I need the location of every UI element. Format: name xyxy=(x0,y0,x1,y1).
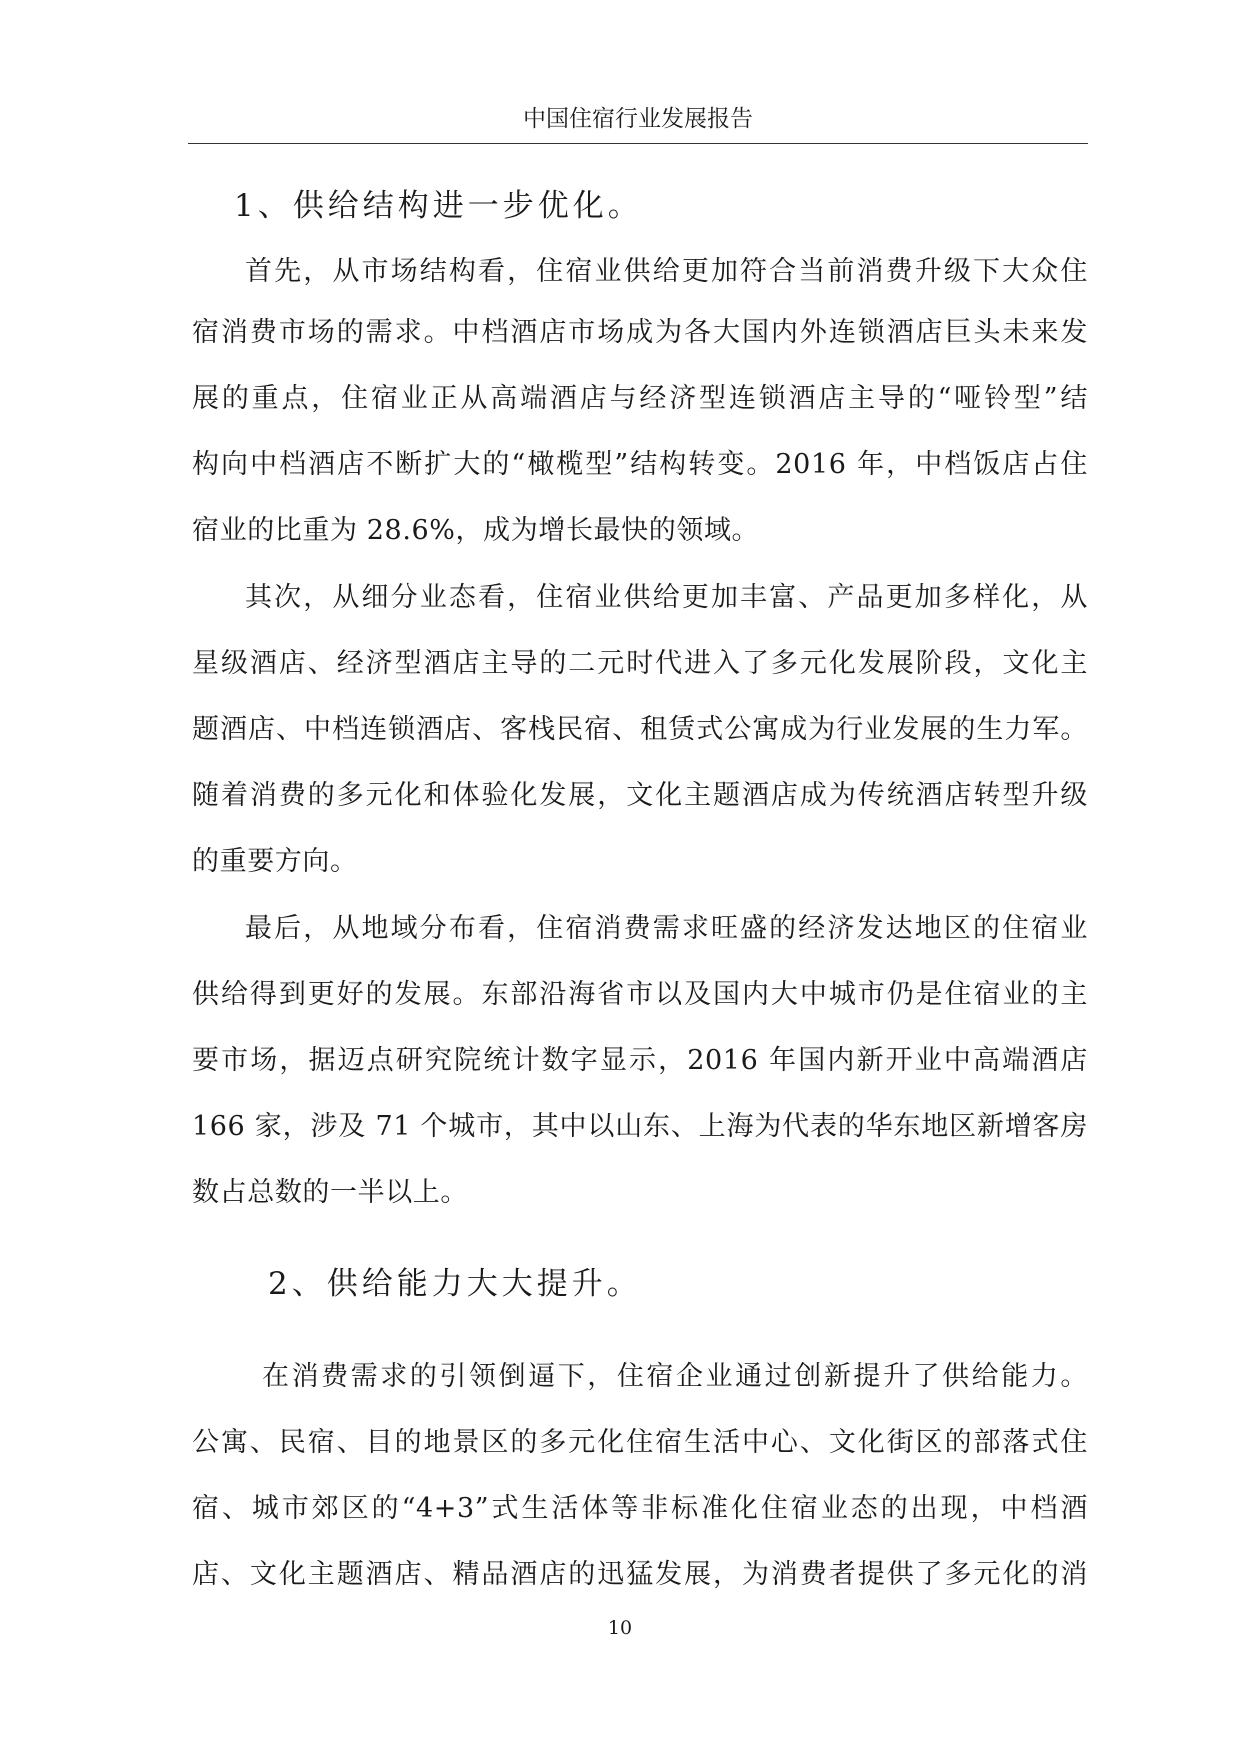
paragraph-line: 公寓、民宿、目的地景区的多元化住宿生活中心、文化街区的部落式住 xyxy=(192,1427,1088,1458)
paragraph-line: 构向中档酒店不断扩大的“橄榄型”结构转变。2016 年，中档饭店占住 xyxy=(192,449,1088,480)
paragraph-line: 星级酒店、经济型酒店主导的二元时代进入了多元化发展阶段，文化主 xyxy=(192,648,1088,679)
paragraph-line: 其次，从细分业态看，住宿业供给更加丰富、产品更加多样化，从 xyxy=(245,582,1088,613)
paragraph-line: 展的重点，住宿业正从高端酒店与经济型连锁酒店主导的“哑铃型”结 xyxy=(192,383,1088,414)
section-heading-1: 1、供给结构进一步优化。 xyxy=(234,188,643,224)
paragraph-line: 166 家，涉及 71 个城市，其中以山东、上海为代表的华东地区新增客房 xyxy=(192,1111,1088,1142)
paragraph-line: 首先，从市场结构看，住宿业供给更加符合当前消费升级下大众住 xyxy=(245,256,1088,287)
page-number: 10 xyxy=(607,1617,633,1639)
paragraph-line: 宿消费市场的需求。中档酒店市场成为各大国内外连锁酒店巨头未来发 xyxy=(192,317,1088,348)
paragraph-line: 供给得到更好的发展。东部沿海省市以及国内大中城市仍是住宿业的主 xyxy=(192,979,1088,1010)
running-header: 中国住宿行业发展报告 xyxy=(523,106,753,132)
paragraph-line: 题酒店、中档连锁酒店、客栈民宿、租赁式公寓成为行业发展的生力军。 xyxy=(192,714,1088,745)
paragraph-line: 随着消费的多元化和体验化发展，文化主题酒店成为传统酒店转型升级 xyxy=(192,780,1088,811)
section-heading-2: 2、供给能力大大提升。 xyxy=(268,1266,642,1302)
paragraph-line: 要市场，据迈点研究院统计数字显示，2016 年国内新开业中高端酒店 xyxy=(192,1045,1088,1076)
paragraph-line: 数占总数的一半以上。 xyxy=(192,1177,468,1208)
header-divider xyxy=(188,143,1088,144)
paragraph-line: 的重要方向。 xyxy=(192,846,358,877)
paragraph-line: 宿、城市郊区的“4+3”式生活体等非标准化住宿业态的出现，中档酒 xyxy=(192,1493,1088,1524)
paragraph-line: 店、文化主题酒店、精品酒店的迅猛发展，为消费者提供了多元化的消 xyxy=(192,1559,1088,1590)
paragraph-line: 最后，从地域分布看，住宿消费需求旺盛的经济发达地区的住宿业 xyxy=(245,913,1088,944)
paragraph-line: 宿业的比重为 28.6%，成为增长最快的领域。 xyxy=(192,515,760,546)
paragraph-line: 在消费需求的引领倒逼下，住宿企业通过创新提升了供给能力。 xyxy=(262,1361,1088,1392)
